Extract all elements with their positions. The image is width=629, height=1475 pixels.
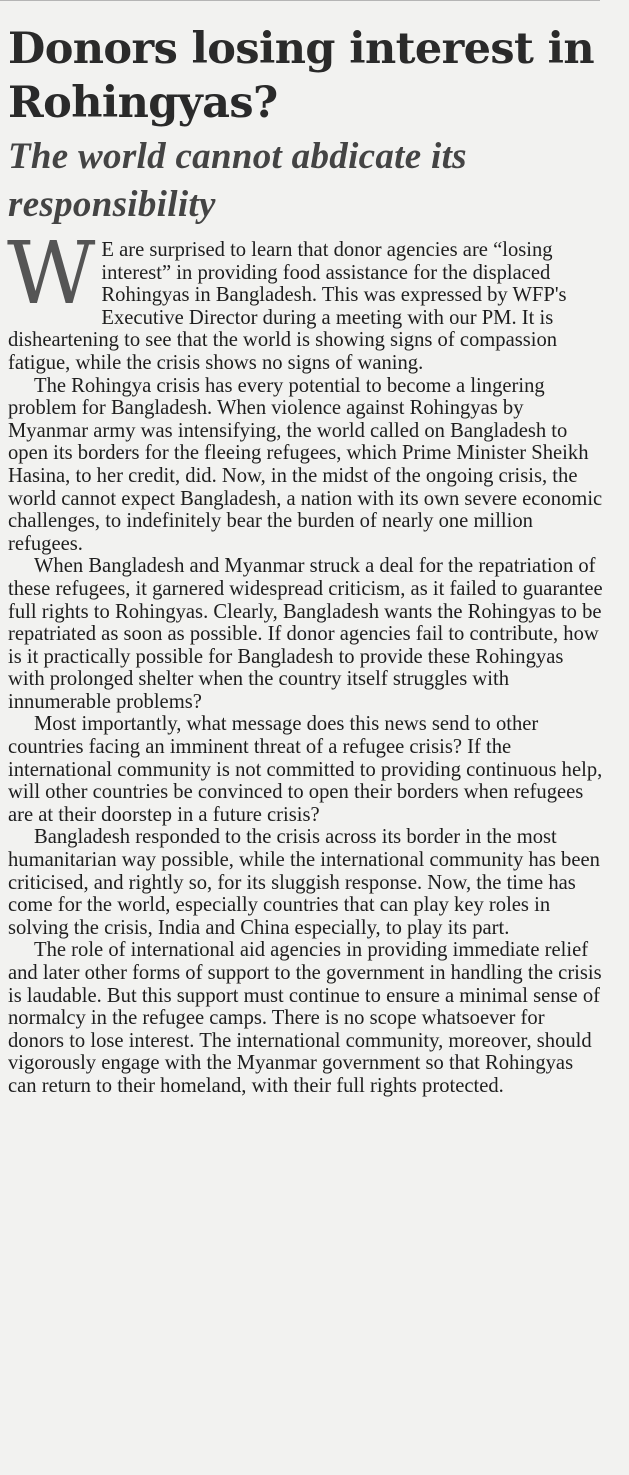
paragraph-5: Bangladesh responded to the crisis across its border in the most humanitarian way possible, while the international community has been criticised, and rightly so, for its sluggish response. Now, the time has come for the world, especially countries that can play key roles in solving the crisis, India and China especially, to play its part. — [8, 826, 600, 939]
paragraph-1-text: E are surprised to learn that donor agencies are “losing interest” in providing food assistance for the displaced Rohingyas in Bangladesh. This was expressed by WFP's Executive Director during a meeting with our PM. It is disheartening to see that the world is showing signs of compassion fatigue, while the crisis shows no signs of waning. — [8, 239, 567, 374]
drop-cap: W — [7, 224, 96, 324]
paragraph-1 — [7, 224, 604, 375]
paragraph-2: The Rohingya crisis has every potential to become a lingering problem for Bangladesh. When violence against Rohingyas by Myanmar army was intensifying, the world called on Bangladesh to open its borders for the fleeing refugees, which Prime Minister Sheikh Hasina, to her credit, did. Now, in the midst of the ongoing crisis, the world cannot expect Bangladesh, a nation with its own severe economic challenges, to indefinitely bear the burden of nearly one million refugees. — [8, 374, 603, 555]
article-body — [7, 224, 604, 1098]
top-divider — [0, 0, 600, 1]
paragraph-3: When Bangladesh and Myanmar struck a deal for the repatriation of these refugees, it garnered widespread criticism, as it failed to guarantee full rights to Rohingyas. Clearly, Bangladesh wants the Rohingyas to be repatriated as soon as possible. If donor agencies fail to contribute, how is it practically possible for Bangladesh to provide these Rohingyas with prolonged shelter when the country itself struggles with innumerable problems? — [8, 555, 603, 713]
editorial-article — [8, 22, 604, 1098]
paragraph-4: Most importantly, what message does this news send to other countries facing an imminent threat of a refugee crisis? If the international community is not committed to providing continuous help, will other countries be convinced to open their borders when refugees are at their doorstep in a future crisis? — [8, 713, 603, 826]
subheadline: The world cannot abdicate its responsibility — [8, 136, 467, 225]
headline: Donors losing interest in Rohingyas? — [8, 24, 595, 128]
paragraph-6: The role of international aid agencies in providing immediate relief and later other forms of support to the government in handling the crisis is laudable. But this support must continue to ensure a minimal sense of normalcy in the refugee camps. There is no scope whatsoever for donors to lose interest. The international community, moreover, should vigorously engage with the Myanmar government so that Rohingyas can return to their homeland, with their full rights protected. — [8, 939, 602, 1097]
